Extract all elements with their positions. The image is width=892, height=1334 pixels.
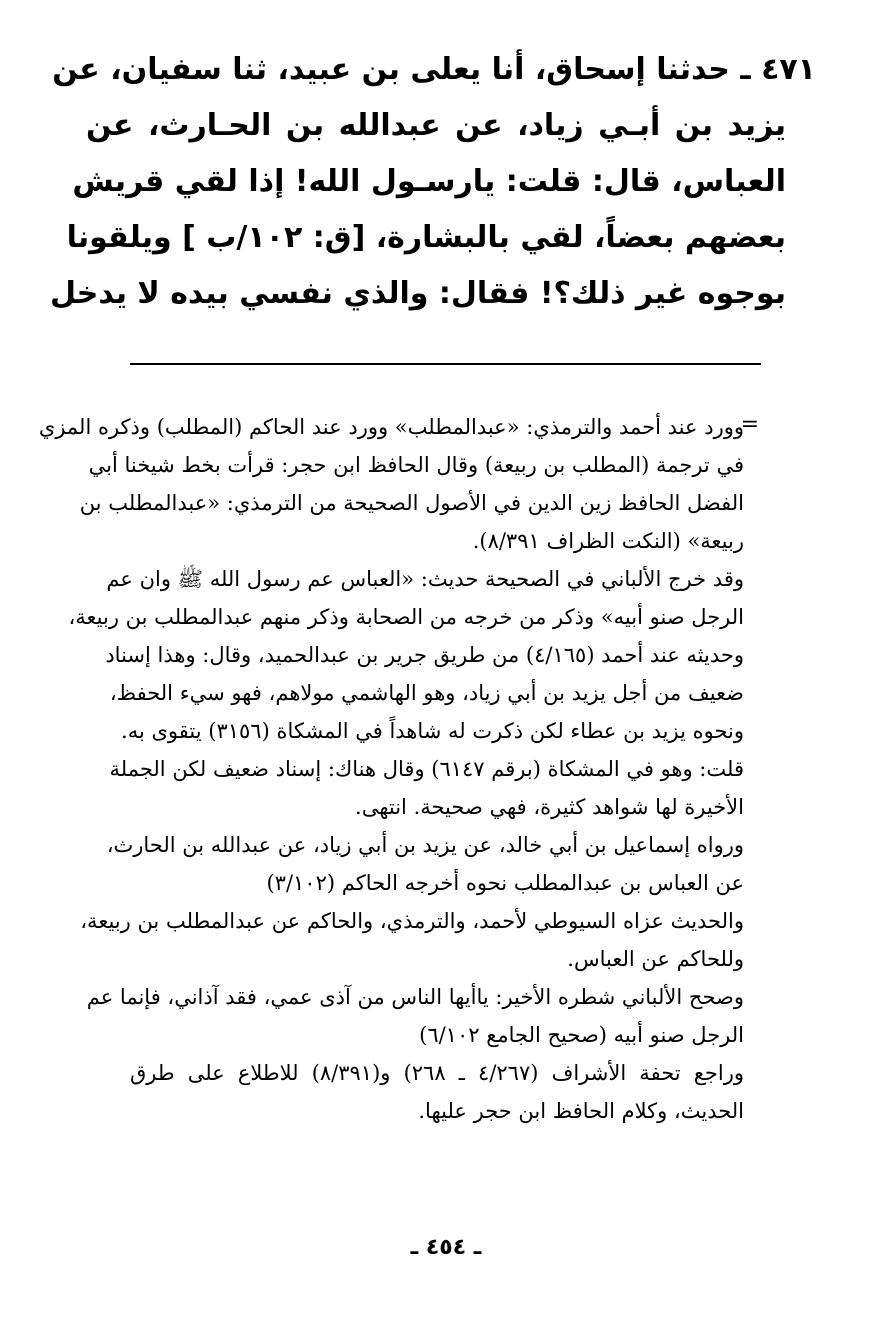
footnote-line: ربيعة» (النكت الظراف ٨/٣٩١). <box>472 529 744 553</box>
footnote-line: ورواه إسماعيل بن أبي خالد، عن يزيد بن أبي زياد، عن عبدالله بن الحارث، <box>106 833 744 857</box>
hadith-line: ٤٧١ ـ حدثنا إسحاق، أنا يعلى بن عبيد، ثنا سفيان، عن <box>52 52 816 87</box>
footnote-line: ونحوه يزيد بن عطاء لكن ذكرت له شاهداً في المشكاة (٣١٥٦) يتقوى به. <box>121 719 744 743</box>
footnotes-section <box>38 408 745 1130</box>
hadith-line: بعضهم بعضاً، لقي بالبشارة، [ق: ١٠٢/ب ] ويلقونا <box>66 220 786 255</box>
footnote-line: الرجل صنو أبيه (صحيح الجامع ٦/١٠٢) <box>419 1023 744 1047</box>
footnote-line: والحديث عزاه السيوطي لأحمد، والترمذي، والحاكم عن عبدالمطلب بن ربيعة، <box>80 909 744 933</box>
hadith-line: بوجوه غير ذلك؟! فقال: والذي نفسي بيده لا يدخل <box>49 276 786 311</box>
footnote-line: في ترجمة (المطلب بن ربيعة) وقال الحافظ ابن حجر: قرأت بخط شيخنا أبي <box>88 453 744 477</box>
footnote-line: وحديثه عند أحمد (٤/١٦٥) من طريق جرير بن عبدالحميد، وقال: وهذا إسناد <box>105 643 744 667</box>
page-number: ـ ٤٥٤ ـ <box>410 1235 482 1260</box>
hadith-line: يزيد بن أبـي زياد، عن عبدالله بن الحـارث، عن <box>86 108 786 143</box>
hadith-text <box>49 42 816 322</box>
footnote-line: وورد عند أحمد والترمذي: «عبدالمطلب» وورد عند الحاكم (المطلب) وذكره المزي <box>38 415 744 439</box>
footnote-line: عن العباس بن عبدالمطلب نحوه أخرجه الحاكم (٣/١٠٢) <box>266 871 744 895</box>
footnote-line: الأخيرة لها شواهد كثيرة، فهي صحيحة. انتهى. <box>355 795 744 819</box>
footnote-line: الرجل صنو أبيه» وذكر من خرجه من الصحابة وذكر منهم عبدالمطلب بن ربيعة، <box>68 605 744 629</box>
footnote-line: ضعيف من أجل يزيد بن أبي زياد، وهو الهاشمي مولاهم، فهو سيء الحفظ، <box>109 681 744 705</box>
hadith-line: العباس، قال: قلت: يارسـول الله! إذا لقي قريش <box>72 164 786 199</box>
footnote-line: وللحاكم عن العباس. <box>567 947 744 971</box>
footnote-line: وقد خرج الألباني في الصحيحة حديث: «العباس عم رسول الله ﷺ وان عم <box>106 567 744 591</box>
footnote-line: الحديث، وكلام الحافظ ابن حجر عليها. <box>418 1099 744 1123</box>
footnote-line: وراجع تحفة الأشراف (٤/٢٦٧ ـ ٢٦٨) و(٨/٣٩١) للاطلاع على طرق <box>130 1061 745 1085</box>
footnote-divider <box>130 363 761 365</box>
footnote-line: وصحح الألباني شطره الأخير: ياأيها الناس من آذى عمي، فقد آذاني، فإنما عم <box>86 985 744 1009</box>
footnote-line: قلت: وهو في المشكاة (برقم ٦١٤٧) وقال هناك: إسناد ضعيف لكن الجملة <box>109 757 744 781</box>
footnote-line: الفضل الحافظ زين الدين في الأصول الصحيحة من الترمذي: «عبدالمطلب بن <box>79 491 744 515</box>
continuation-marker: = <box>740 412 759 437</box>
